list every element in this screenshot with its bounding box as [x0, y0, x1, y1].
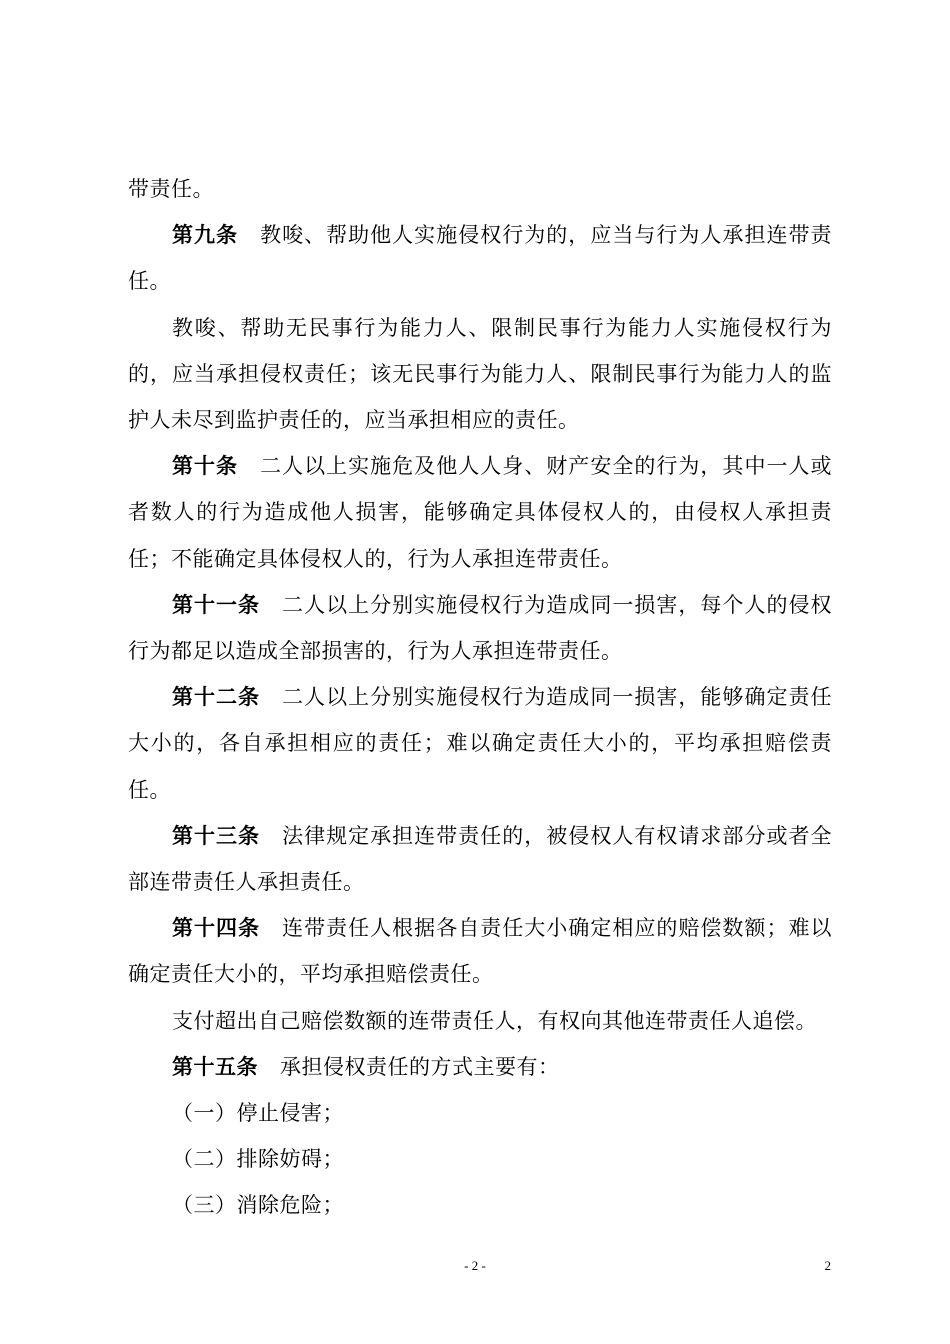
article-title: 第九条	[172, 223, 239, 248]
list-item: （三）消除危险；	[172, 1193, 344, 1218]
article-text: 二人以上实施危及他人人身、财产安全的行为，其中一人或者数人的行为造成他人损害，能够确定具体侵权人的，由侵权人承担责任；不能确定具体侵权人的，行为人承担连带责任。	[128, 454, 833, 571]
article-14	[128, 905, 832, 997]
article-15	[128, 1044, 832, 1090]
paragraph-text: 支付超出自己赔偿数额的连带责任人，有权向其他连带责任人追偿。	[172, 1008, 817, 1033]
paragraph-text: 带责任。	[128, 177, 214, 201]
document-body	[128, 166, 832, 1229]
article-text: 法律规定承担连带责任的，被侵权人有权请求部分或者全部连带责任人承担责任。	[128, 823, 833, 895]
article-text: 承担侵权责任的方式主要有：	[280, 1054, 560, 1079]
article-9	[128, 212, 832, 304]
article-12	[128, 674, 832, 813]
list-item: （二）排除妨碍；	[172, 1147, 344, 1172]
article-text: 二人以上分别实施侵权行为造成同一损害，每个人的侵权行为都足以造成全部损害的，行为人承担连带责任。	[128, 592, 833, 664]
article-text: 连带责任人根据各自责任大小确定相应的赔偿数额；难以确定责任大小的，平均承担赔偿责任。	[128, 916, 833, 987]
list-item: （一）停止侵害；	[172, 1101, 344, 1126]
page-number-center: - 2 -	[464, 1258, 486, 1273]
article-title: 第十条	[172, 454, 239, 479]
article-title: 第十二条	[172, 685, 261, 710]
page-number-right: 2	[824, 1258, 831, 1273]
paragraph	[128, 305, 832, 444]
article-text: 教唆、帮助他人实施侵权行为的，应当与行为人承担连带责任。	[128, 223, 833, 294]
article-text: 二人以上分别实施侵权行为造成同一损害，能够确定责任大小的，各自承担相应的责任；难以确定责任大小的，平均承担赔偿责任。	[128, 685, 833, 802]
article-10	[128, 443, 832, 582]
article-title: 第十五条	[172, 1054, 258, 1079]
article-title: 第十四条	[172, 916, 261, 941]
article-title: 第十一条	[172, 592, 261, 617]
article-title: 第十三条	[172, 823, 261, 848]
paragraph	[128, 166, 832, 212]
article-13	[128, 813, 832, 905]
paragraph	[128, 998, 832, 1044]
article-11	[128, 582, 832, 674]
paragraph-text: 教唆、帮助无民事行为能力人、限制民事行为能力人实施侵权行为的，应当承担侵权责任；该无民事行为能力人、限制民事行为能力人的监护人未尽到监护责任的，应当承担相应的责任。	[128, 315, 832, 433]
